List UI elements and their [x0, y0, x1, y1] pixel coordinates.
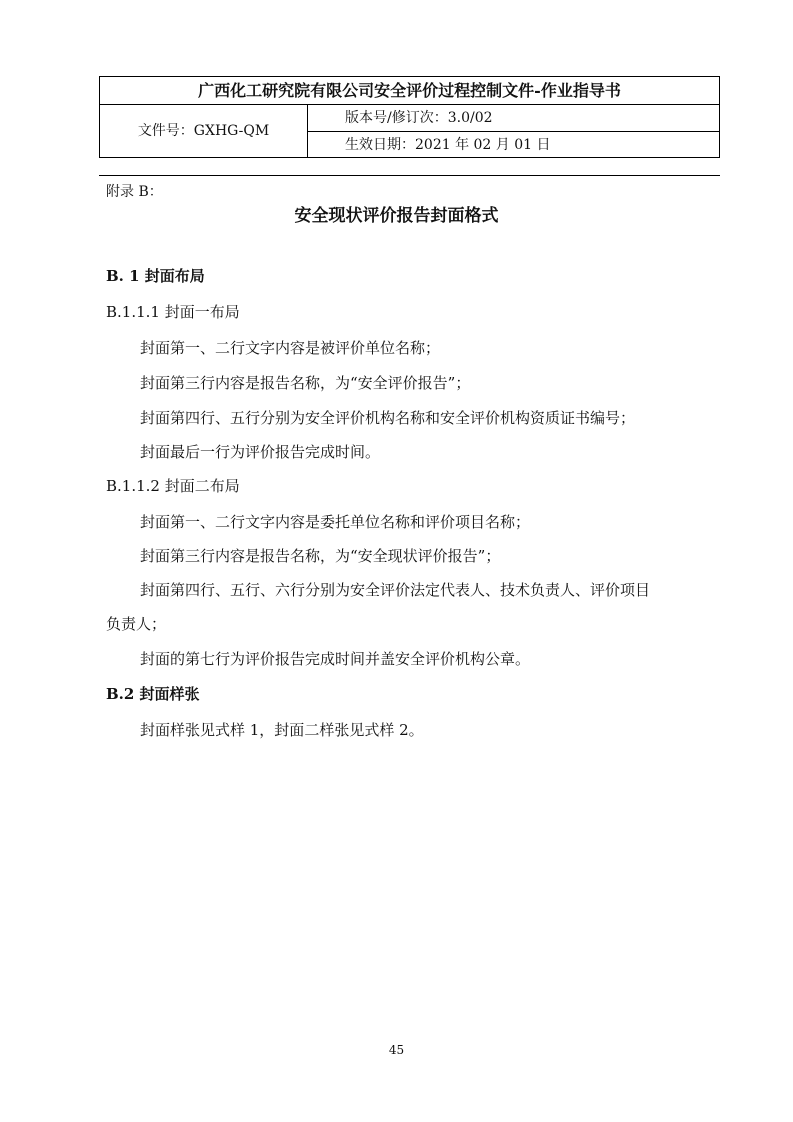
appendix-label: 附录 B：: [106, 184, 163, 200]
subsection-heading-b111: B.1.1.1 封面一布局: [106, 303, 240, 321]
paragraph-line: 封面第一、二行文字内容是委托单位名称和评价项目名称；: [140, 513, 531, 531]
version-number: 版本号/修订次：3.0/02: [308, 105, 719, 132]
page-number: 45: [388, 1043, 405, 1057]
paragraph-line: 封面第四行、五行、六行分别为安全评价法定代表人、技术负责人、评价项目: [140, 581, 651, 599]
file-number: 文件号：GXHG-QM: [100, 105, 308, 158]
section-heading-b2: B.2 封面样张: [106, 685, 200, 703]
section-heading-b1: B. 1 封面布局: [106, 267, 205, 285]
paragraph-line: 封面的第七行为评价报告完成时间并盖安全评价机构公章。: [140, 650, 531, 668]
paragraph-line: 负责人；: [106, 615, 167, 633]
effective-date: 生效日期：2021 年 02 月 01 日: [345, 137, 551, 153]
header-divider: [99, 175, 720, 176]
paragraph-line: 封面第一、二行文字内容是被评价单位名称；: [140, 339, 441, 357]
paragraph-line: 封面第三行内容是报告名称，为“安全评价报告”；: [140, 374, 471, 392]
paragraph-line: 封面第三行内容是报告名称，为“安全现状评价报告”；: [140, 547, 501, 565]
paragraph-line: 封面样张见式样 1，封面二样张见式样 2。: [140, 721, 424, 739]
document-title: 安全现状评价报告封面格式: [294, 206, 499, 226]
paragraph-line: 封面最后一行为评价报告完成时间。: [140, 443, 381, 461]
subsection-heading-b112: B.1.1.2 封面二布局: [106, 477, 240, 495]
document-header-table: [99, 76, 720, 158]
header-title: 广西化工研究院有限公司安全评价过程控制文件-作业指导书: [100, 77, 719, 105]
paragraph-line: 封面第四行、五行分别为安全评价机构名称和安全评价机构资质证书编号；: [140, 409, 636, 427]
